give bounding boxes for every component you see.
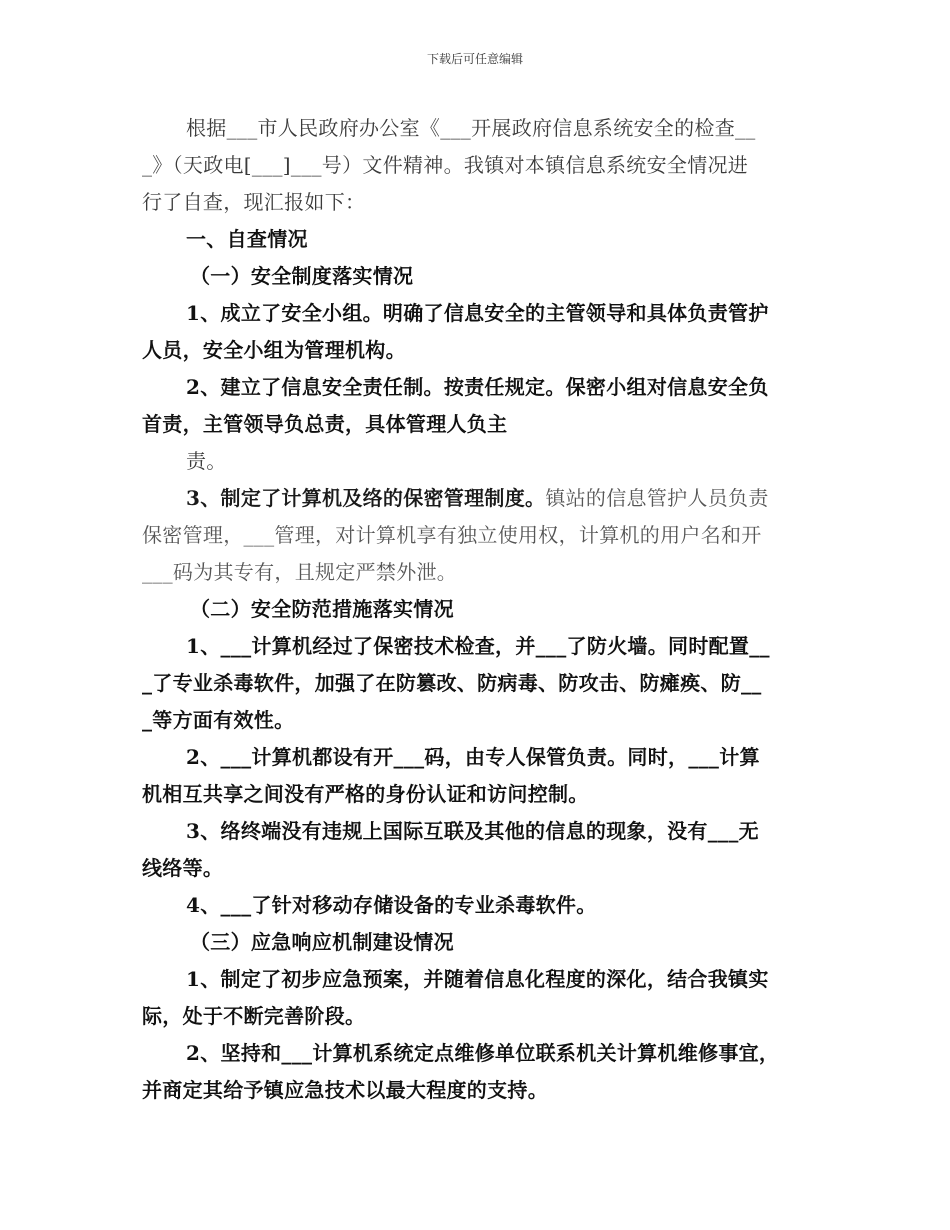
paragraph-line: 1、___计算机经过了保密技术检查，并___了防火墙。同时配置__ [186, 634, 770, 658]
paragraph-line: 保密管理，___管理，对计算机享有独立使用权，计算机的用户名和开 [142, 523, 762, 547]
paragraph-line: 1、成立了安全小组。明确了信息安全的主管领导和具体负责管护 [186, 301, 769, 325]
paragraph-line: 4、___了针对移动存储设备的专业杀毒软件。 [186, 893, 597, 917]
paragraph-line: 1、制定了初步应急预案，并随着信息化程度的深化，结合我镇实 [186, 967, 769, 991]
paragraph-line: _了专业杀毒软件，加强了在防篡改、防病毒、防攻击、防瘫痪、防__ [142, 671, 762, 695]
document-body [142, 110, 822, 1109]
paragraph-line: 一、自查情况 [186, 227, 308, 251]
paragraph-line [142, 480, 822, 517]
paragraph-line: 首责，主管领导负总责，具体管理人负主 [142, 412, 508, 436]
normal-text: 镇站的信息管护人员负责 [545, 486, 769, 510]
paragraph-line: _》（天政电[___]___号）文件精神。我镇对本镇信息系统安全情况进 [142, 153, 749, 177]
paragraph-line: 2、坚持和___计算机系统定点维修单位联系机关计算机维修事宜， [186, 1041, 780, 1065]
paragraph-line: 根据___市人民政府办公室《___开展政府信息系统安全的检查__ [186, 116, 756, 140]
paragraph-line: （二）安全防范措施落实情况 [190, 597, 454, 621]
paragraph-line: （三）应急响应机制建设情况 [190, 930, 454, 954]
paragraph-line: _等方面有效性。 [142, 708, 295, 732]
paragraph-line: 人员，安全小组为管理机构。 [142, 338, 406, 362]
paragraph-line: 责。 [186, 449, 227, 473]
paragraph-line: 机相互共享之间没有严格的身份认证和访问控制。 [142, 782, 589, 806]
page-header: 下载后可任意编辑 [426, 52, 523, 66]
paragraph-line: （一）安全制度落实情况 [190, 264, 414, 288]
paragraph-line: 2、___计算机都设有开___码，由专人保管负责。同时，___计算 [186, 745, 760, 769]
paragraph-line: 线络等。 [142, 856, 224, 880]
paragraph-line: 际，处于不断完善阶段。 [142, 1004, 366, 1028]
bold-text: 3、制定了计算机及络的保密管理制度。 [186, 486, 546, 510]
paragraph-line: 3、络终端没有违规上国际互联及其他的信息的现象，没有___无 [186, 819, 759, 843]
paragraph-line: ___码为其专有，且规定严禁外泄。 [142, 560, 458, 584]
paragraph-line: 行了自查，现汇报如下： [142, 190, 366, 214]
paragraph-line: 并商定其给予镇应急技术以最大程度的支持。 [142, 1078, 548, 1102]
paragraph-line: 2、建立了信息安全责任制。按责任规定。保密小组对信息安全负 [186, 375, 769, 399]
